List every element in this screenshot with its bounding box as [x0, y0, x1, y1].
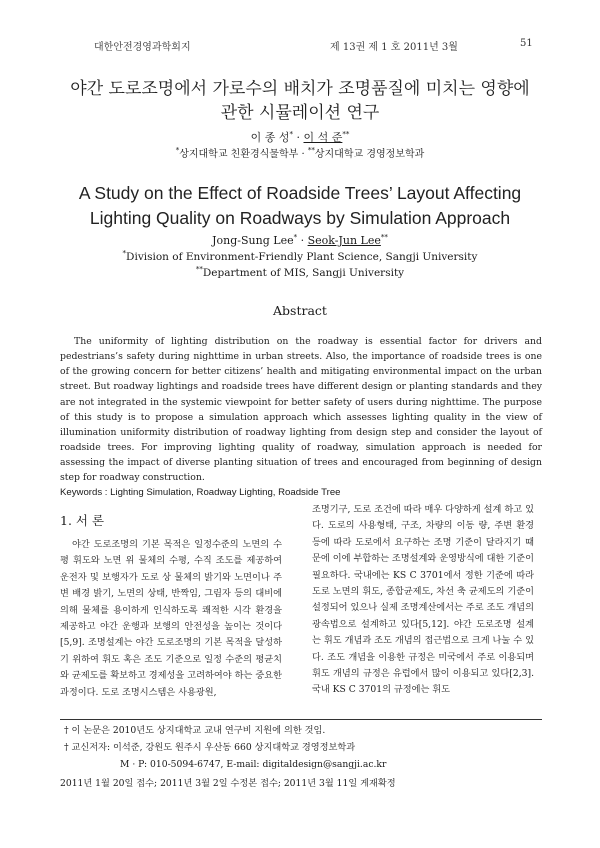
korean-affiliations: [50, 148, 550, 162]
english-author-1: Jong-Sung Lee: [212, 234, 294, 247]
korean-author-2-mark: **: [342, 130, 350, 139]
footnote-contact: M · P: 010-5094-6747, E-mail: digitaldesign@sangji.ac.kr: [120, 759, 387, 770]
korean-affil-separator: ·: [298, 149, 308, 160]
english-authors: [50, 233, 550, 248]
korean-affil-1: 상지대학교 친환경식물학부: [179, 149, 299, 160]
korean-author-separator: ·: [293, 131, 304, 144]
body-right-column: 조명기구, 도로 조건에 따라 매우 다양하게 설계 하고 있다. 도로의 사용형태, 구조, 차량의 이동 량, 주변 환경 등에 따라 도로에서 요구하는 조명 기준이 달라지기 때문에 이에 부합하는 조명설계와 운영방식에 대한 기준이 필요하다. 국내에는 KS C 3701에서 정한 기준에 따라 도로 노면의 휘도, 종합균제도, 차선 축 균제도의 기준이 설정되어 있으나 실제 조명계산에서는 주로 조도 개념의 광속법으로 설계하고 있다[5,12]. 야간 도로조명 설계는 휘도 개념과 조도 개념의 접근법으로 크게 나눌 수 있다. 조도 개념을 이용한 규정은 미국에서 주로 이용되며 휘도 개념의 규정은 유럽에서 많이 이용되고 있다[2,3]. 국내 KS C 3701의 규정에는 휘도: [312, 504, 534, 696]
korean-affil-2: 상지대학교 경영정보학과: [314, 149, 425, 160]
footnote-divider: [60, 719, 542, 720]
english-affiliation-2: [50, 266, 550, 281]
english-affil-1-mark: *: [122, 249, 127, 258]
english-title-line-1: A Study on the Effect of Roadside Trees’ Layout Affecting: [78, 183, 522, 203]
abstract-body: The uniformity of lighting distribution on the roadway is essential factor for drivers and pedestrians’s safety during nighttime in urban streets. Also, the importance of roadside trees is one of the growing concern for better citizens’ health and mitigating environmental impact on the urban street. But roadway lightings and roadside trees have different design or planting standards and they are not integrated in the systemic viewpoint for better safety of users during nighttime. The purpose of this study is to propose a simulation approach which assesses lighting quality in the view of illumination uniformity distribution of roadway lighting from design step and consider the layout of roadside trees. For improving lighting quality of roadway, simulation approach is needed for assessing the impact of diverse planting situation of trees and encouraged from beginning of design step for roadway construction.: [60, 336, 542, 484]
footnote-funding: † 이 논문은 2010년도 상지대학교 교내 연구비 지원에 의한 것임.: [64, 725, 326, 736]
footnote-dates: 2011년 1월 20일 접수; 2011년 3월 2일 수정본 접수; 2011년 3월 11일 게재확정: [60, 778, 396, 789]
footnote-corresponding-author: † 교신저자: 이석준, 강원도 원주시 우산동 660 상지대학교 경영정보학과: [64, 742, 356, 753]
english-affiliation-1: [50, 250, 550, 265]
english-affil-2-text: Department of MIS, Sangji University: [202, 267, 405, 279]
korean-author-1: 이 종 성: [250, 131, 290, 144]
journal-name: 대한안전경영과학회지: [94, 42, 191, 53]
page-number: 51: [520, 38, 533, 49]
abstract-heading: Abstract: [273, 303, 327, 318]
section-title-introduction: 1. 서 론: [60, 513, 105, 528]
english-author-2-mark: **: [380, 233, 388, 242]
korean-title-line-1: 야간 도로조명에서 가로수의 배치가 조명품질에 미치는 영향에: [70, 79, 530, 99]
korean-author-1-mark: *: [289, 130, 293, 139]
issue-info: 제 13권 제 1 호 2011년 3월: [330, 42, 458, 53]
english-affil-1-text: Division of Environment-Friendly Plant Science, Sangji University: [126, 251, 478, 263]
english-author-1-mark: *: [293, 233, 298, 242]
korean-affil-1-mark: *: [175, 146, 180, 155]
korean-author-2: 이 석 준: [303, 131, 343, 144]
english-author-2: Seok-Jun Lee: [307, 234, 381, 247]
running-header: [0, 0, 600, 58]
keywords: Keywords : Lighting Simulation, Roadway Lighting, Roadside Tree: [60, 487, 341, 498]
english-title-line-2: Lighting Quality on Roadways by Simulation Approach: [89, 208, 511, 228]
korean-title-line-2: 관한 시뮬레이션 연구: [220, 103, 380, 123]
english-affil-2-mark: **: [195, 265, 203, 274]
english-author-separator: ·: [297, 234, 308, 247]
korean-affil-2-mark: **: [307, 146, 315, 155]
body-left-column: 야간 도로조명의 기본 목적은 일정수준의 노면의 수평 휘도와 노면 위 물체의 수평, 수직 조도를 제공하여 운전자 및 보행자가 도로 상 물체의 밝기와 노면이나 주변 배경 밝기, 노면의 상태, 반짝임, 그림자 등의 대비에 의해 물체를 용이하게 인식하도록 쾌적한 시각 환경을 제공하고 야간 운행과 보행의 안전성을 높이는 것이다[5,9]. 조명설계는 야간 도로조명의 기본 목적을 달성하기 위하여 휘도 혹은 조도 기준으로 일정 수준의 평균치와 균제도를 확보하고 경제성을 고려하여야 하는 중요한 과정이다. 도로 조명시스템은 사용광원,: [60, 539, 282, 698]
korean-authors: [50, 130, 550, 145]
